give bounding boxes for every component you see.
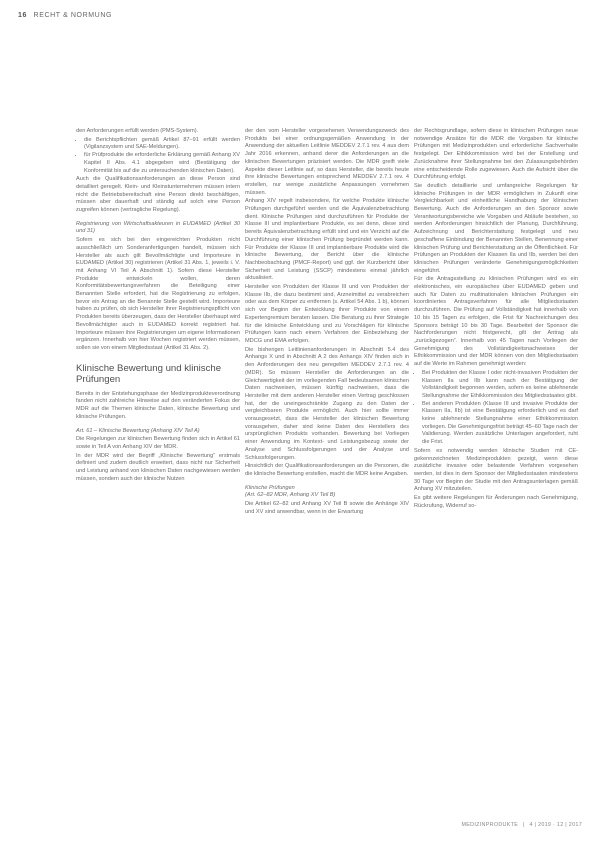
paragraph: Die Regelungen zur klinischen Bewertung finden sich in Artikel 61 sowie in Teil A von Anhang XIV der MDR. xyxy=(76,436,240,450)
paragraph: Die bisherigen Leitlinienanforderungen in Abschnitt 5.4 des Anhangs X und in Abschnitt A 2 des Anhangs XIV finden sich in den Anforderungen des neu geregelten MEDDEV 2.7.1 rev. 4 (MDR). So müssen Hersteller die Anforderungen an die Gleichwertigkeit der im vorliegenden Fall bedeutsamen klinischen Daten nachweisen, müssen künftig nachweisen, dass die Hersteller mit dem anderen Hersteller einen Vertrag geschlossen hat, der die uneingeschränkte Zugang zu den Daten der vergleichbaren Produkte ermöglicht. Auch hier sollte immer vorausgesetzt, dass die Hersteller der klinischen Bewertung vorausgehen, daher sind keine Daten des Herstellers des ursprünglichen Produkts vorhanden. Bewertung bei Vorliegen einer Anwendung im Kontext- und Leistungsbezug sowie der Analyse und Schlussfolgerungen und der Analyse und Schlussfolgerungen. xyxy=(245,346,409,461)
subheading: Registrierung von Wirtschaftsakteuren in EUDAMED (Artikel 30 und 31) xyxy=(76,220,240,235)
paragraph: Auch die Qualifikationsanforderungen an diese Person sind detailliert geregelt. Klein- und Kleinstunternehmen müssen intern nicht die Betriebsbereitschaft eine Person direkt beschäftigen, müssen aber dauerhaft und ständig auf solch eine Person zugreifen können (vertragliche Regelung). xyxy=(76,176,240,214)
section-title: RECHT & NORMUNG xyxy=(33,12,113,19)
paragraph: Hersteller von Produkten der Klasse III und von Produkten der Klasse IIb, die dazu bestimmt sind, Arzneimittel zu verabreichen oder aus dem Körper zu entfernen (s. Artikel 54 Abs. 1 b), können sich vor Beginn der Entwicklung ihrer Produkte von einem Expertengremium beraten lassen. Die Beratung zu ihrer Strategie für die klinische Entwicklung und zu Vorschlägen für klinische Prüfungen kann nach einem Verfahren der Einbeziehung der MDCG und EMA erfolgen. xyxy=(245,284,409,344)
subheading: Art. 61 – Klinische Bewertung (Anhang XIV Teil A) xyxy=(76,427,200,434)
paragraph: Für die Antragsstellung zu klinischen Prüfungen wird es ein elektronisches, ein europäisches über EUDAMED geben und auch für Daten zu multinationalen klinischen Prüfungen ein koordiniertes Antragsverfahren für alle Mitgliedsstaaten durchzuführen. Die Prüfung auf Vollständigkeit hat innerhalb von 10 bis 15 Tagen zu erfolgen, die Frist für Nachreichungen des Sponsors beträgt 10 bis 30 Tage. Bearbeitet der Sponsor die Nachforderungen nicht fristgerecht, gilt der Antrag als „zurückgezogen“. Innerhalb von 45 Tagen nach Vorliegen der Genehmigung des Vollständigkeitsnachweises der Ethikkommission und der MDR können von den Mitgliedsstaaten auf die Werte im Rahmen genehmigt werden: xyxy=(414,276,578,368)
paragraph: In der MDR wird der Begriff „Klinische Bewertung“ erstmals definiert und zudem deutlich erweitert, dass nicht nur Sicherheit und Leistung anhand von klinischen Daten nachgewiesen werden müssen, sondern auch der klinische Nutzen xyxy=(76,452,240,482)
text-column-1 xyxy=(76,128,240,484)
list-item: • Bei anderen Produkten (Klasse III und invasive Produkte der Klassen IIa, IIb) ist eine Bestätigung erforderlich und es darf keine ablehnende Stellungnahme einer Ethikkommission vorliegen. Die Genehmigungsfrist beträgt 45–60 Tage nach der Validierung. Werden zusätzliche Unterlagen angefordert, ruht die Frist. xyxy=(422,401,578,447)
separator: | xyxy=(522,822,525,828)
list-item: • Bei Produkten der Klasse I oder nicht-invasiven Produkten der Klassen IIa und IIb kann nach der Bestätigung der Vollständigkeit begonnen werden, sofern es keine ablehnende Stellungnahme der Ethikkommission des Mitgliedsstaates gibt. xyxy=(422,370,578,401)
paragraph: Hinsichtlich der Qualifikationsanforderungen an die Personen, die die klinische Bewertung erstellen, macht die MDR keine Angaben. xyxy=(245,463,409,477)
paragraph: Die Artikel 62–82 und Anhang XV Teil B sowie die Anhänge XIV und XV sind anwendbar, wenn in der Erwartung xyxy=(245,501,409,515)
issue-info: 4 | 2019 · 12 | 2017 xyxy=(529,822,582,828)
text-column-3 xyxy=(414,128,578,511)
journal-name: MEDIZINPRODUKTE xyxy=(461,822,519,828)
paragraph: Bereits in der Entstehungsphase der Medizinprodukteverordnung fanden nicht zahlreiche Hinweise auf den veränderten Fokus der MDR auf die Themen klinische Daten, klinische Bewertung und klinische Prüfungen. xyxy=(76,390,240,420)
page-number: 16 xyxy=(18,12,27,19)
section-heading: Klinische Bewertung und klinische Prüfungen xyxy=(76,362,222,385)
paragraph: Sie deutlich detaillierte und umfangreiche Regelungen für klinische Prüfungen in der MDR ermöglichen in Zukunft eine Vergleichbarkeit und einheitliche Handhabung der klinischen Bewertung. Auch die Anforderungen an den Sponsor sowie Verantwortungsbereiche wie Vorgaben und Abläufe bestehen, so werden Anforderungen hinsichtlich der Planung, Durchführung, Aufzeichnung und Berichterstattung festgelegt und neu geschaffene Einbindung der Benannten Stellen, Benennung einer klinischen Prüfung und Berichterstattung an die Öffentlichkeit. Für Prüfungen an Produkten der Klassen IIa und IIb, werden bei den klinischen Prüfungen veränderte Genehmigungsmöglichkeiten eingeführt. xyxy=(414,182,578,274)
list-item: • für Prüfprodukte die erforderliche Erklärung gemäß Anhang XV Kapitel II Abs. 4.1 abgegeben wird (Bestätigung der Konformität bis auf die zu untersuchenden klinischen Daten). xyxy=(84,152,240,175)
paragraph: den Anforderungen erfüllt werden (PMS-System). xyxy=(76,128,199,134)
subheading-reference: (Art. 62–82 MDR, Anhang XV Teil B) xyxy=(245,492,336,499)
bullet-list xyxy=(414,370,578,447)
paragraph: Es gibt weitere Regelungen für Änderungen nach Genehmigung, Rückrufung, Widerruf so- xyxy=(414,495,578,509)
paragraph: der den vom Hersteller vorgesehenen Verwendungszweck des Produkts bei einer ordnungsgemäßen Anwendung in der Anwendung der aktuellen Leitlinie MEDDEV 2.7.1 rev. 4 aus dem Jahr 2016 erkennen, anhand derer die Anforderungen an die klinischen Bewertungen präzisiert werden. Die MDR greift viele Aspekte dieser Leitlinie auf, so dass Hersteller, die bereits heute ihre klinische Bewertungen entsprechend MEDDEV 2.7.1 rev. 4 erstellen, nur wenige zusätzliche Anpassungen vornehmen müssen. xyxy=(245,128,409,196)
list-item: • die Berichtspflichten gemäß Artikel 87–91 erfüllt werden (Vigilanzsystem und SAE-Meldungen). xyxy=(84,137,240,152)
subheading: Klinische Prüfungen xyxy=(245,484,295,491)
bullet-list xyxy=(76,137,240,176)
running-footer xyxy=(461,822,582,828)
paragraph: der Rechtsgrundlage, sofern diese in klinischen Prüfungen neue notwendige Ansätze für die MDR die Vorgaben für klinische Prüfungen mit Medizinprodukten und erforderliche Sachverhalte festgelegt. Der Ethikkommission wird bei der Erstellung und Zurücknahme ihrer Stellungnahme bei den Zulassungsbehörden eine entscheidende Rolle zugewiesen. Auch die Aufsicht über die Durchführung erfolgt. xyxy=(414,128,578,181)
running-header xyxy=(18,12,112,19)
paragraph: Anhang XIV regelt insbesondere, für welche Produkte klinische Prüfungen durchgeführt werden und die Äquivalenzbetrachtung dient. Klinische Prüfungen sind durchzuführen für Produkte der Klasse III und implantierbare Produkte, es sei denn, diese sind bereits Äquivalenzbetrachtung erfüllt sind und ein Verzicht auf die Durchführung einer klinischen Prüfung begründet werden kann. Für Produkte der Klasse III und implantierbare Produkte wird die klinische Bewertung, der Bericht über die klinische Nachbeobachtung (PMCF-Report) und ggf. der Kurzbericht über Sicherheit und Leistung (SSCP) mindestens einmal jährlich aktualisiert. xyxy=(245,198,409,282)
text-column-2 xyxy=(245,128,409,517)
paragraph: Sofern es sich bei den eingereichten Produkten nicht ausschließlich um Sonderanfertigungen handelt, müssen sich Hersteller als auch gilt Bevollmächtigte und Importeure in EUDAMED (Artikel 30) registrieren (Artikel 31 Abs. 1, jeweils i. V. mit Anhang VI Teil A Abschnitt 1). Sofern diese Hersteller Produkte entwickeln wollen, deren Konformitätsbewertungsverfahren die Beteiligung einer Benannten Stelle erfordert, hat die Registrierung zu erfolgen, bevor ein Antrag an die Benannte Stelle gestellt wird. Importeure haben zu prüfen, ob sich Hersteller ihrer Registrierungspflicht von Produkten bereits überzeugen, dass der Hersteller überhaupt wird Bevollmächtigter auch in EUDAMED korrekt registriert hat. Importeure müssen ihre Registrierungen um eigene Informationen ergänzen. Innerhalb von hier Wochen registriert werden müssen, sollen sie von einem Mitgliedsstaat (Artikel 31 Abs. 2). xyxy=(76,237,240,351)
paragraph: Sofern es notwendig werden klinische Studien mit CE-gekennzeichneten Medizinprodukten gezeigt, wenn diese zusätzliche invasive oder belastende Verfahren vorgesehen werden, ist dies in dem Sponsor der Mitgliedsstaaten mindestens 30 Tage vor Beginn der Studie mit den Antragsunterlagen gemäß Anhang XV mitzuteilen. xyxy=(414,447,578,493)
